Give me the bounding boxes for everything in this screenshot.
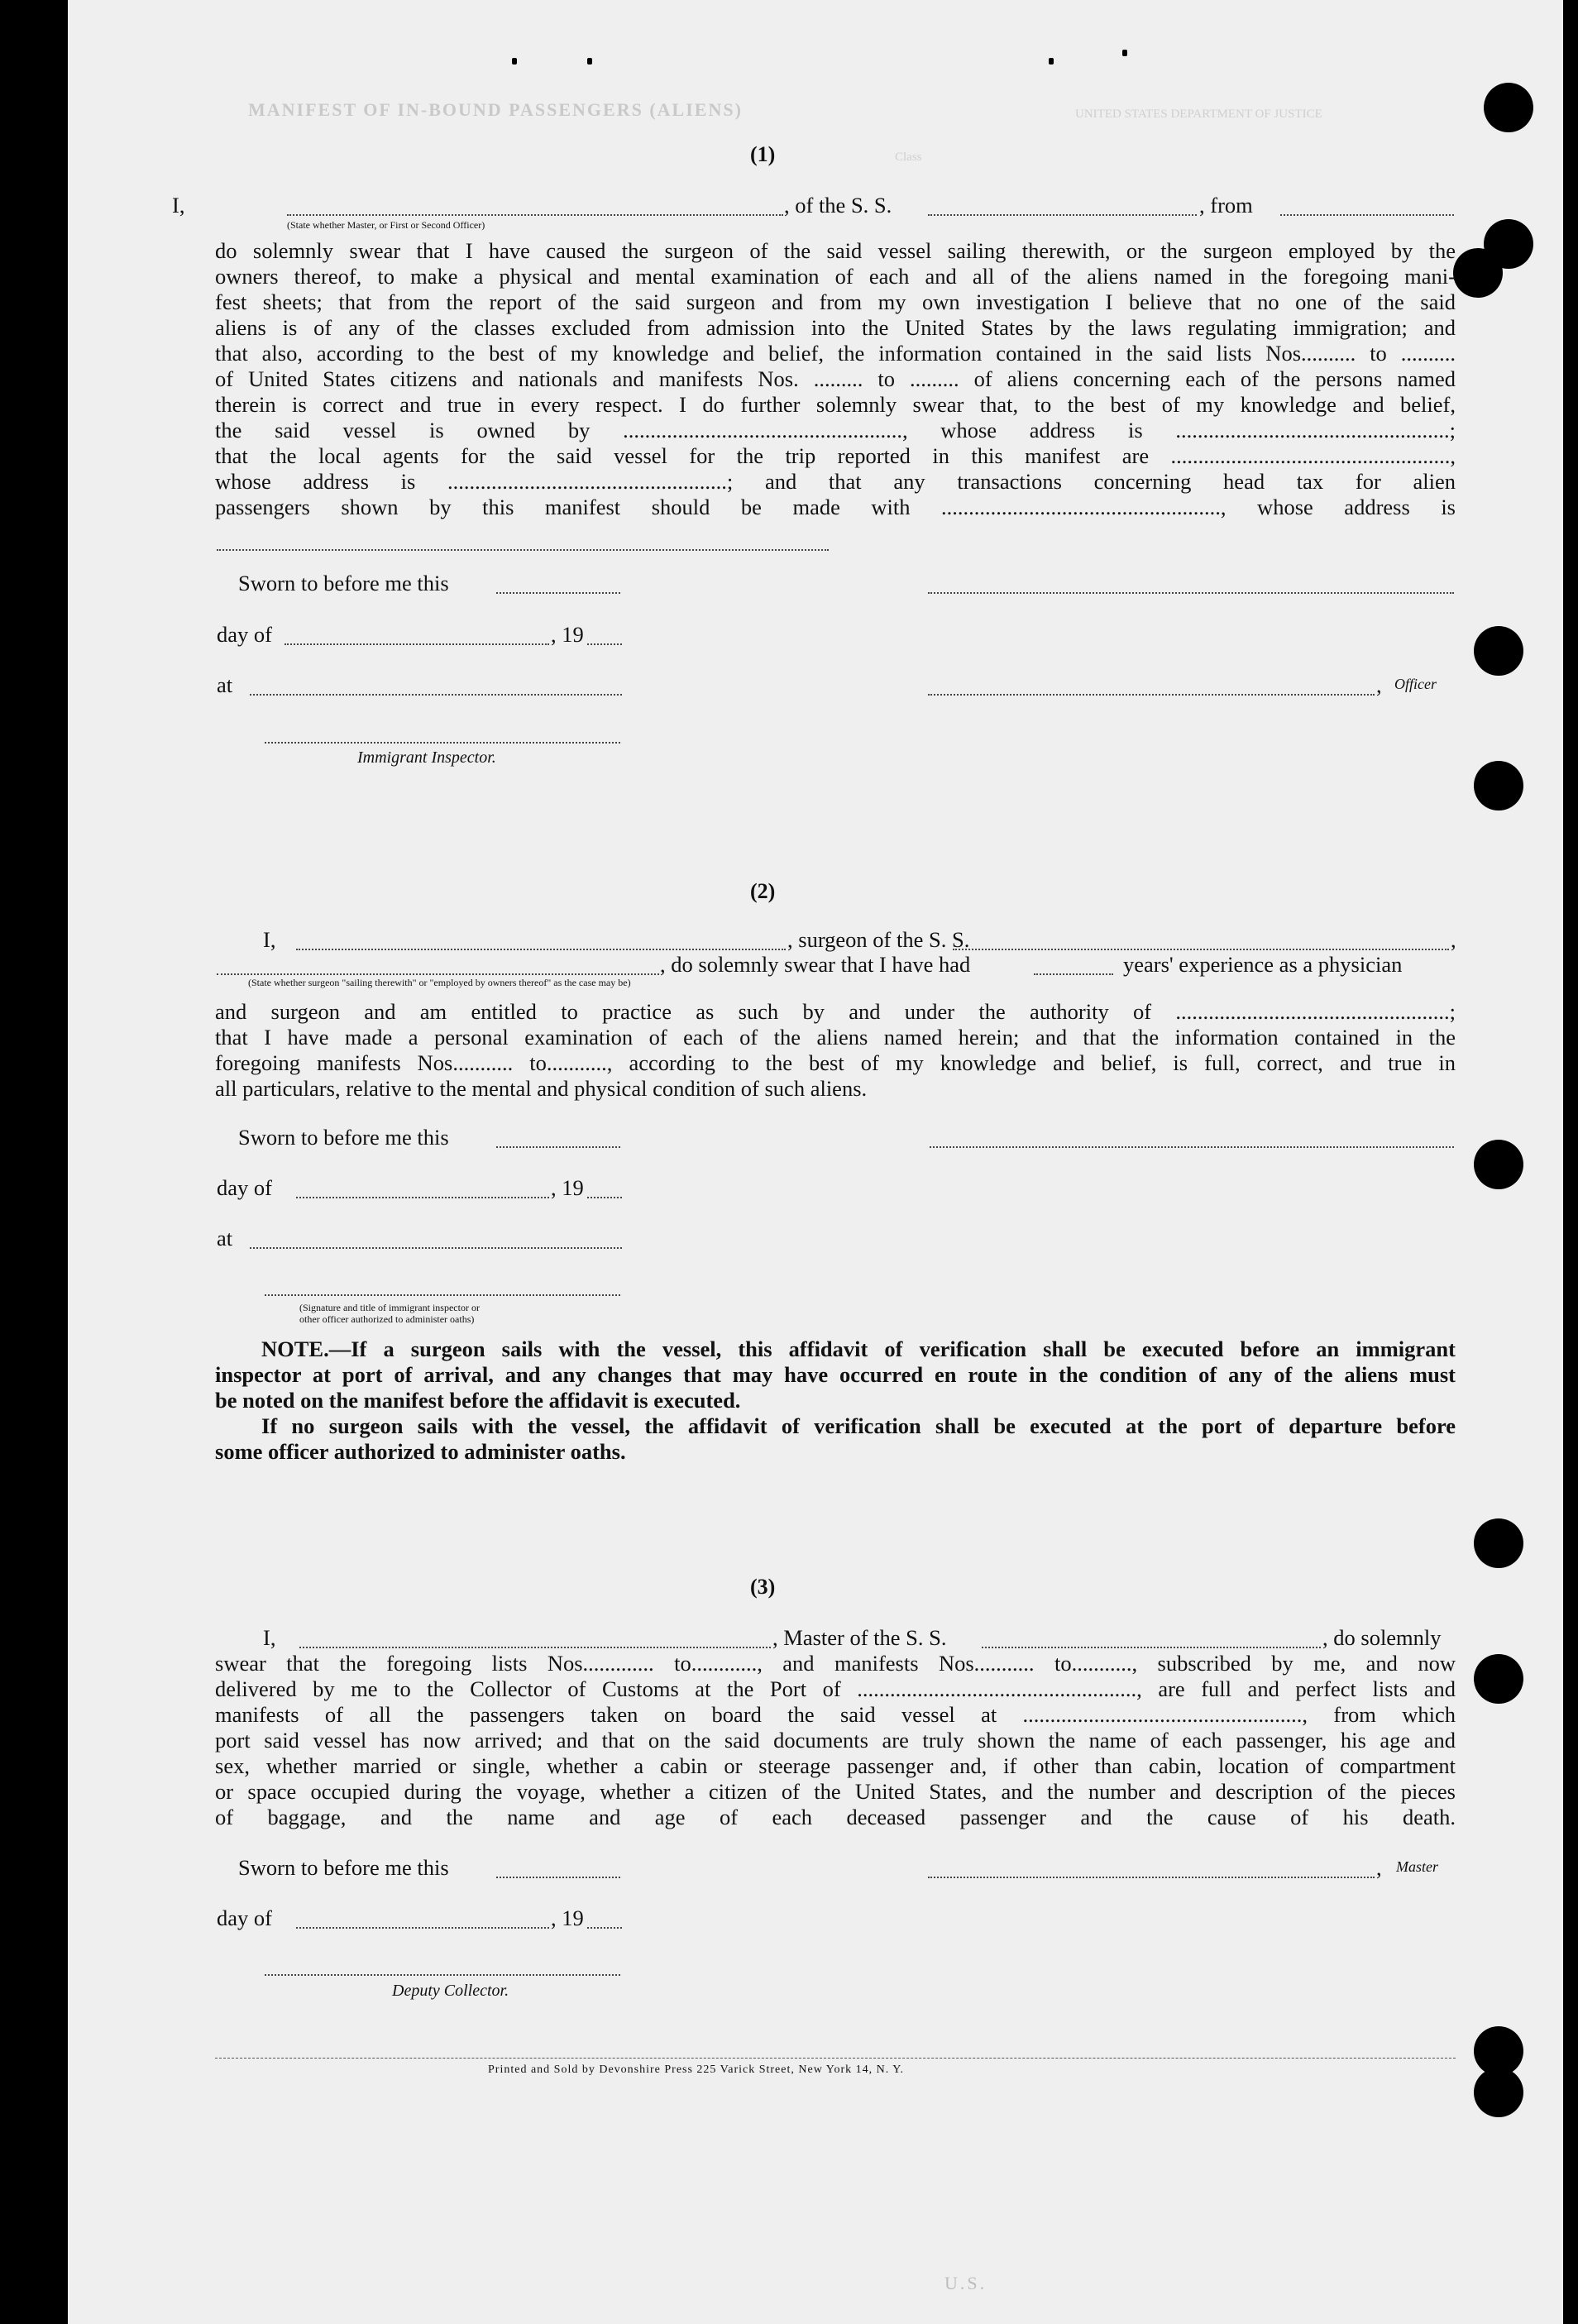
s3-do-solemnly: , do solemnly xyxy=(1322,1625,1442,1650)
punch-hole xyxy=(1474,626,1523,676)
s1-line: that also, according to the best of my knowledge and belief, the information contained in the said lists Nos.......... to .......... xyxy=(215,341,1456,366)
s2-state-note: (State whether surgeon "sailing therewith" or "employed by owners thereof" as the case may be) xyxy=(248,977,631,988)
s3-year-blank[interactable] xyxy=(587,1925,622,1929)
s1-at-label: at xyxy=(217,672,233,697)
speck xyxy=(1122,50,1127,56)
s1-from-blank[interactable] xyxy=(1280,213,1454,216)
punch-hole xyxy=(1484,83,1533,132)
s3-sworn-label: Sworn to before me this xyxy=(238,1855,449,1880)
s3-line: or space occupied during the voyage, whether a citizen of the United States, and the number and description of the pieces xyxy=(215,1779,1456,1804)
bleed-through-bottom: U.S. xyxy=(944,2273,987,2293)
section-2-number: (2) xyxy=(750,879,776,903)
punch-hole xyxy=(1453,248,1503,298)
s1-sworn-blank[interactable] xyxy=(496,591,620,594)
s2-name-blank[interactable] xyxy=(296,947,786,950)
s2-day-of-label: day of xyxy=(217,1175,272,1200)
s3-line: of baggage, and the name and age of each deceased passenger and the cause of his death. xyxy=(215,1805,1456,1829)
s3-line: delivered by me to the Collector of Customs at the Port of ..................................................., are full and perfect lists and xyxy=(215,1676,1456,1701)
s1-state-note: (State whether Master, or First or Second Officer) xyxy=(287,219,485,231)
note-line: If no surgeon sails with the vessel, the affidavit of verification shall be executed at the port of departure before xyxy=(261,1413,1456,1438)
s1-line xyxy=(215,520,1456,546)
s2-sig-caption-1: (Signature and title of immigrant inspector or xyxy=(299,1302,480,1313)
s3-master-of-ss: , Master of the S. S. xyxy=(772,1625,947,1650)
s2-sig-caption-2: other officer authorized to administer oaths) xyxy=(299,1313,475,1325)
s3-comma: , xyxy=(1376,1855,1382,1880)
bleed-through-title: MANIFEST OF IN-BOUND PASSENGERS (ALIENS) xyxy=(248,99,743,120)
s3-master-label: Master xyxy=(1396,1858,1438,1875)
punch-hole xyxy=(1474,761,1523,811)
s1-officer-line[interactable] xyxy=(928,692,1375,696)
s1-line: the said vessel is owned by ..................................................., whose address is ..................................................; xyxy=(215,418,1456,442)
s3-deputy-label: Deputy Collector. xyxy=(392,1982,509,2000)
s2-surgeon-of-ss: , surgeon of the S. S. xyxy=(787,927,970,952)
s3-name-blank[interactable] xyxy=(299,1645,771,1648)
s3-day-of-label: day of xyxy=(217,1906,272,1930)
s1-line: fest sheets; that from the report of the said surgeon and from my own investigation I believe that no one of the said xyxy=(215,289,1456,314)
s2-line: and surgeon and am entitled to practice as such by and under the authority of ..................................................; xyxy=(215,999,1456,1024)
s2-sworn-blank[interactable] xyxy=(496,1145,620,1148)
section-1-number: (1) xyxy=(750,142,776,166)
s1-line: therein is correct and true in every respect. I do further solemnly swear that, to the best of my knowledge and belief, xyxy=(215,392,1456,417)
s3-ship-blank[interactable] xyxy=(982,1645,1321,1648)
s3-line xyxy=(215,1830,1456,1856)
s1-name-blank[interactable] xyxy=(287,213,783,216)
punch-hole xyxy=(1474,1518,1523,1568)
s1-line: that the local agents for the said vessel for the trip reported in this manifest are ..................................................., xyxy=(215,443,1456,468)
s1-of-ss: , of the S. S. xyxy=(784,193,892,218)
s2-signature-line[interactable] xyxy=(930,1145,1454,1148)
s3-master-signature-line[interactable] xyxy=(928,1875,1375,1878)
note-line: some officer authorized to administer oaths. xyxy=(215,1439,626,1464)
s2-swear-had: , do solemnly swear that I have had xyxy=(660,952,971,977)
s2-line: foregoing manifests Nos........... to..........., according to the best of my knowledge and belief, is full, correct, and true in xyxy=(215,1050,1456,1075)
s1-officer-signature-line[interactable] xyxy=(928,591,1454,594)
s1-line: owners thereof, to make a physical and mental examination of each and all of the aliens named in the foregoing mani- xyxy=(215,264,1456,289)
s1-year-blank[interactable] xyxy=(587,642,622,645)
s1-day-blank[interactable] xyxy=(285,642,549,645)
speck xyxy=(587,58,592,65)
s3-line: manifests of all the passengers taken on board the said vessel at ..................................................., from which xyxy=(215,1702,1456,1727)
note-line: NOTE.—If a surgeon sails with the vessel, this affidavit of verification shall be executed before an immigrant xyxy=(261,1337,1456,1361)
manifest-verification-sheet xyxy=(68,0,1563,2324)
bleed-through-dept: UNITED STATES DEPARTMENT OF JUSTICE xyxy=(1075,108,1322,121)
s2-inspector-signature-line[interactable] xyxy=(265,1293,620,1296)
s2-sworn-label: Sworn to before me this xyxy=(238,1125,449,1150)
note-line: inspector at port of arrival, and any changes that may have occurred en route in the condition of any of the aliens must xyxy=(215,1362,1456,1387)
s1-sworn-label: Sworn to before me this xyxy=(238,571,449,595)
s2-comma: , xyxy=(1451,927,1456,952)
s2-at-blank[interactable] xyxy=(250,1246,622,1249)
s2-day-blank[interactable] xyxy=(296,1195,549,1198)
s1-final-blank[interactable] xyxy=(217,548,829,551)
s2-line: that I have made a personal examination of each of the aliens named herein; and that the information contained in the xyxy=(215,1025,1456,1050)
punch-hole xyxy=(1474,1654,1523,1704)
s1-day-of-label: day of xyxy=(217,622,272,647)
s2-line: all particulars, relative to the mental and physical condition of such aliens. xyxy=(215,1076,868,1101)
section-3-number: (3) xyxy=(750,1575,776,1599)
s2-capacity-blank[interactable] xyxy=(217,972,659,975)
s3-day-blank[interactable] xyxy=(296,1925,549,1929)
s1-line: passengers shown by this manifest should be made with ..................................................., whose address is xyxy=(215,495,1456,519)
bleed-through-class: Class xyxy=(895,151,922,164)
s3-year-label: , 19 xyxy=(551,1906,584,1930)
s1-from: , from xyxy=(1199,193,1253,218)
punch-hole xyxy=(1474,2068,1523,2117)
s3-oath-paragraph xyxy=(215,1651,1456,1856)
s3-line: sex, whether married or single, whether a cabin or steerage passenger and, if other than cabin, location of compartment xyxy=(215,1753,1456,1778)
s2-year-blank[interactable] xyxy=(587,1195,622,1198)
s1-line: of United States citizens and nationals and manifests Nos. ......... to ......... of aliens concerning each of the persons named xyxy=(215,366,1456,391)
s3-line: port said vessel has now arrived; and that on the said documents are truly shown the name of each passenger, his age and xyxy=(215,1728,1456,1753)
s2-year-label: , 19 xyxy=(551,1175,584,1200)
s2-years-experience: years' experience as a physician xyxy=(1123,952,1403,977)
punch-hole xyxy=(1474,1140,1523,1189)
s1-officer-label: Officer xyxy=(1394,676,1437,692)
printer-imprint: Printed and Sold by Devonshire Press 225 Varick Street, New York 14, N. Y. xyxy=(488,2063,905,2076)
s1-inspector-signature-line[interactable] xyxy=(265,740,620,744)
s3-deputy-signature-line[interactable] xyxy=(265,1973,620,1976)
s3-sworn-blank[interactable] xyxy=(496,1875,620,1878)
s3-i-label: I, xyxy=(263,1625,276,1650)
s1-comma: , xyxy=(1376,672,1382,697)
s1-at-blank[interactable] xyxy=(250,692,622,696)
s1-oath-paragraph xyxy=(215,238,1456,546)
s1-year-label: , 19 xyxy=(551,622,584,647)
s1-inspector-label: Immigrant Inspector. xyxy=(357,748,496,767)
s2-oath-paragraph xyxy=(215,999,1456,1102)
s2-i-label: I, xyxy=(263,927,276,952)
s1-line: do solemnly swear that I have caused the surgeon of the said vessel sailing therewith, or the surgeon employed by the xyxy=(215,238,1456,263)
note-paragraph xyxy=(215,1337,1456,1465)
s2-at-label: at xyxy=(217,1226,233,1250)
s1-line: aliens is of any of the classes excluded from admission into the United States by the laws regulating immigration; and xyxy=(215,315,1456,340)
s1-line: whose address is ...................................................; and that any transactions concerning head tax for alien xyxy=(215,469,1456,494)
s1-i-label: I, xyxy=(172,193,185,218)
s2-ship-blank[interactable] xyxy=(953,947,1449,950)
note-line: be noted on the manifest before the affidavit is executed. xyxy=(215,1388,741,1413)
footer-rule xyxy=(215,2058,1456,2059)
speck xyxy=(1049,58,1054,65)
speck xyxy=(512,58,517,65)
s2-years-blank[interactable] xyxy=(1034,972,1113,975)
s3-line: swear that the foregoing lists Nos............. to............, and manifests Nos........... to..........., subscribed by me, and now xyxy=(215,1651,1456,1676)
s1-ship-blank[interactable] xyxy=(928,213,1197,216)
